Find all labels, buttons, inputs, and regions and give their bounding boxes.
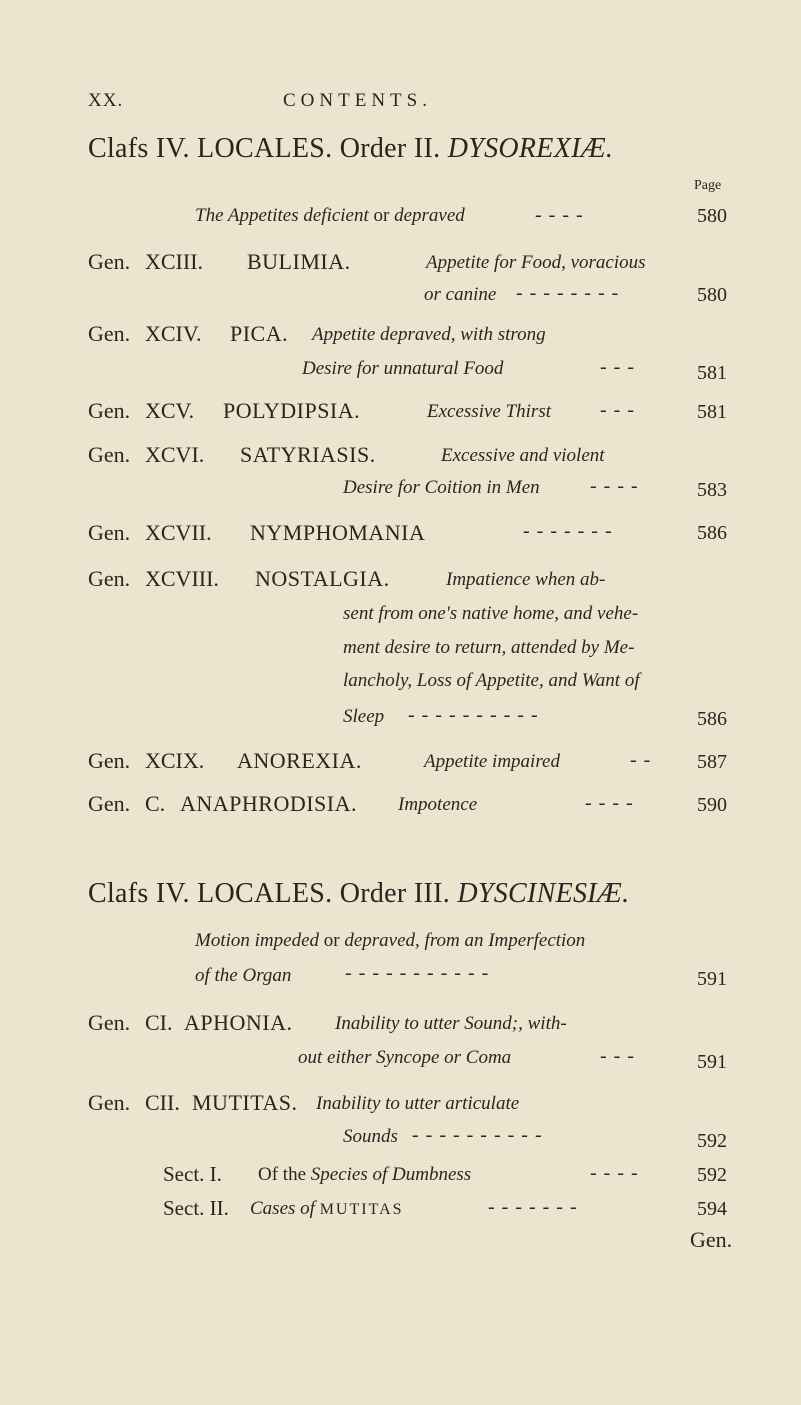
heading-prefix: Clafs IV. LOCALES. Order III.	[88, 878, 458, 909]
intro-text-1: The Appetites deficient	[195, 205, 369, 226]
leader-dots: ----------	[412, 1124, 549, 1146]
genus-name: NOSTALGIA.	[255, 566, 390, 591]
genus-name: NYMPHOMANIA	[250, 520, 426, 545]
leader-dots: --------	[516, 282, 626, 304]
page-number: 581	[697, 362, 727, 384]
leader-dots: ----	[585, 792, 640, 814]
genus-numeral: XCV.	[145, 398, 195, 423]
genus-description: ment desire to return, attended by Me-	[343, 637, 635, 658]
page-number: 580	[697, 205, 727, 227]
section-title	[250, 1198, 404, 1220]
genus-description: lancholy, Loss of Appetite, and Want of	[343, 670, 640, 691]
genus-numeral: XCIX.	[145, 748, 205, 773]
genus-name: APHONIA.	[184, 1010, 293, 1035]
genus-label: Gen.	[88, 442, 131, 467]
heading-prefix: Clafs IV. LOCALES. Order II.	[88, 133, 448, 164]
catchword: Gen.	[690, 1227, 733, 1252]
genus-description: Appetite for Food, voracious	[426, 252, 646, 273]
genus-name: ANAPHRODISIA.	[180, 791, 358, 816]
genus-description: Impatience when ab-	[446, 569, 606, 590]
page-number: 586	[697, 708, 727, 730]
leader-dots: --	[630, 749, 658, 771]
page-number: 583	[697, 479, 727, 501]
genus-label: Gen.	[88, 321, 131, 346]
genus-description: Appetite depraved, with strong	[312, 324, 546, 345]
genus-label: Gen.	[88, 249, 131, 274]
leader-dots: -------	[488, 1196, 584, 1218]
genus-description: Desire for Coition in Men	[343, 477, 540, 498]
class-heading-order-three	[88, 878, 629, 910]
genus-label: Gen.	[88, 1010, 131, 1035]
page-numeral: XX.	[88, 90, 124, 111]
genus-label: Gen.	[88, 791, 131, 816]
genus-description: out either Syncope or Coma	[298, 1047, 512, 1068]
genus-name: POLYDIPSIA.	[223, 398, 361, 423]
genus-description: or canine	[424, 284, 497, 305]
genus-name: BULIMIA.	[247, 249, 351, 274]
leader-dots: ---	[600, 356, 641, 378]
genus-label: Gen.	[88, 520, 131, 545]
leader-dots: -----------	[345, 962, 496, 984]
intro-or: or	[373, 205, 390, 226]
genus-numeral: XCVII.	[145, 520, 212, 545]
heading-order-name: DYSCINESIÆ.	[457, 878, 630, 909]
genus-name: PICA.	[230, 321, 289, 346]
section-italic: Species of Dumbness	[310, 1164, 472, 1185]
genus-numeral: XCVI.	[145, 442, 205, 467]
genus-description: Excessive and violent	[441, 445, 605, 466]
genus-description: Excessive Thirst	[427, 401, 552, 422]
genus-description: Impotence	[398, 794, 478, 815]
page-number: 580	[697, 284, 727, 306]
leader-dots: ---	[600, 399, 641, 421]
genus-numeral: XCVIII.	[145, 566, 219, 591]
leader-dots: ---	[600, 1045, 641, 1067]
leader-dots: -------	[523, 520, 619, 542]
intro-text-2: depraved, from an Imperfection	[344, 930, 586, 951]
page-number: 594	[697, 1198, 727, 1220]
genus-numeral: XCIII.	[145, 249, 204, 274]
intro-text-2: depraved	[394, 205, 465, 226]
section-pre: Of the	[258, 1164, 307, 1185]
order-intro-line-two	[195, 965, 291, 987]
genus-numeral: CI.	[145, 1010, 173, 1035]
genus-description: Inability to utter articulate	[316, 1093, 520, 1114]
genus-description: Appetite impaired	[424, 751, 560, 772]
genus-name: SATYRIASIS.	[240, 442, 376, 467]
leader-dots: ----	[590, 475, 645, 497]
genus-name: MUTITAS.	[192, 1090, 298, 1115]
page-number: 590	[697, 794, 727, 816]
page-number: 591	[697, 968, 727, 990]
section-post: MUTITAS	[319, 1201, 404, 1218]
section-label: Sect. II.	[163, 1196, 229, 1220]
section-label: Sect. I.	[163, 1162, 222, 1186]
page-number: 587	[697, 751, 727, 773]
section-title	[258, 1164, 471, 1186]
page-number: 592	[697, 1164, 727, 1186]
genus-numeral: CII.	[145, 1090, 180, 1115]
genus-label: Gen.	[88, 748, 131, 773]
genus-description: Inability to utter Sound;, with-	[335, 1013, 567, 1034]
intro-text-1: Motion impeded	[195, 930, 320, 951]
genus-description: sent from one's native home, and vehe-	[343, 603, 639, 624]
section-italic: Cases of	[250, 1198, 315, 1219]
page-number: 581	[697, 401, 727, 423]
genus-description: Desire for unnatural Food	[302, 358, 504, 379]
running-header	[88, 90, 728, 120]
page-title: CONTENTS.	[283, 90, 432, 111]
page-number: 591	[697, 1051, 727, 1073]
genus-numeral: XCIV.	[145, 321, 202, 346]
leader-dots: ----	[590, 1162, 645, 1184]
class-heading-order-two	[88, 133, 613, 165]
leader-dots: ----------	[408, 704, 545, 726]
genus-numeral: C.	[145, 791, 166, 816]
intro-or: or	[323, 930, 340, 951]
page-number: 592	[697, 1130, 727, 1152]
page-number: 586	[697, 522, 727, 544]
order-intro	[195, 930, 585, 952]
genus-description: Sleep	[343, 706, 385, 727]
genus-description: Sounds	[343, 1126, 398, 1147]
genus-label: Gen.	[88, 398, 131, 423]
heading-order-name: DYSOREXIÆ.	[447, 133, 614, 164]
order-intro	[195, 205, 465, 227]
genus-label: Gen.	[88, 1090, 131, 1115]
leader-dots: ----	[535, 204, 590, 226]
genus-name: ANOREXIA.	[237, 748, 362, 773]
genus-label: Gen.	[88, 566, 131, 591]
intro-text-3: of the Organ	[195, 965, 292, 986]
page-column-label: Page	[694, 178, 722, 193]
